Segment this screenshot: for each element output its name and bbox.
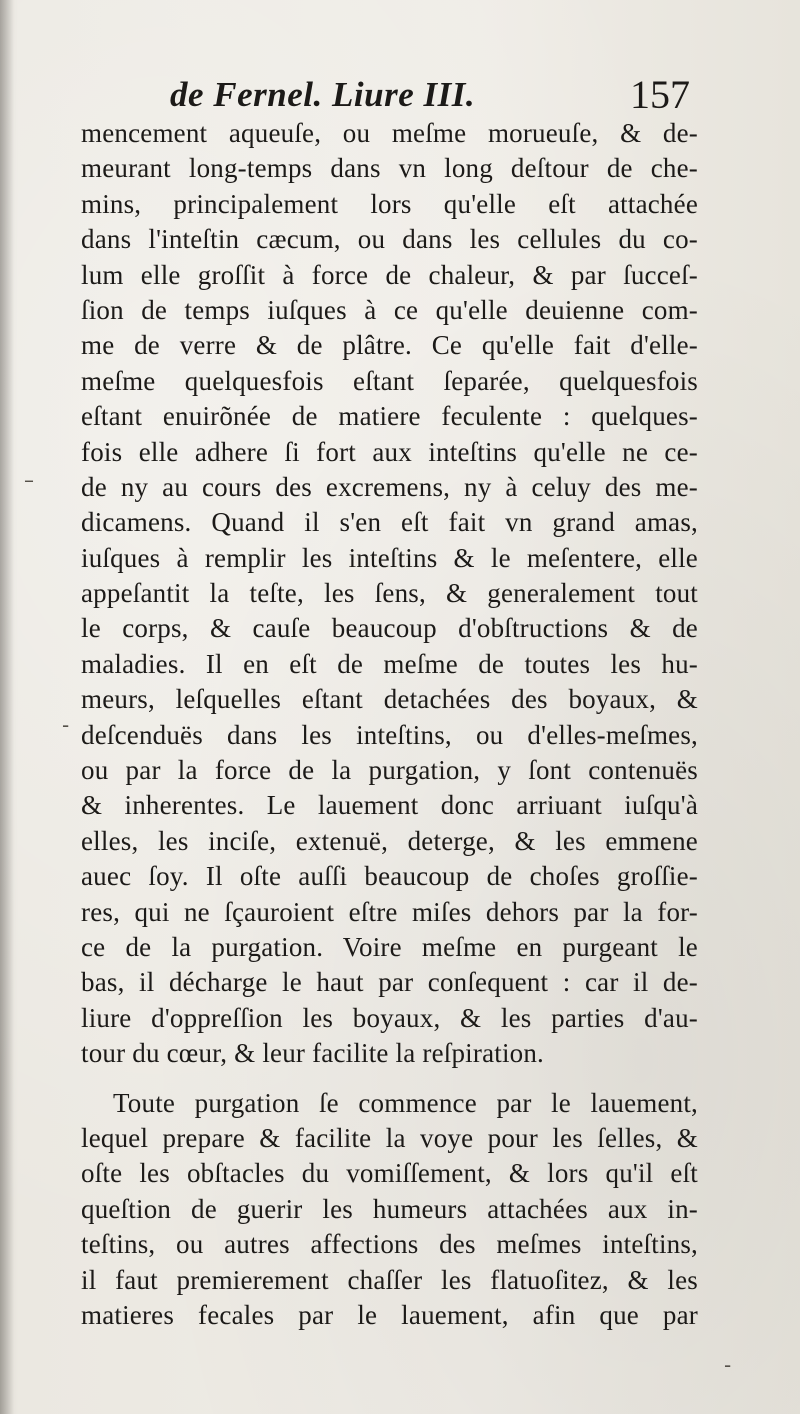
text-line: matieres fecales par le lauement, afin que par xyxy=(81,1299,698,1330)
text-line: oſte les obſtacles du vomiſſement, & lors qu'il eſt xyxy=(81,1158,698,1189)
text-line: mencement aqueuſe, ou meſme morueuſe, & de- xyxy=(81,118,698,148)
text-line: mins, principalement lors qu'elle eſt attachée xyxy=(81,188,698,219)
paragraph-break xyxy=(81,1072,698,1086)
text-line: de ny au cours des excremens, ny à celuy des me- xyxy=(81,471,698,502)
text-line: dicamens. Quand il s'en eſt fait vn grand amas, xyxy=(81,507,698,538)
text-line: me de verre & de plâtre. Ce qu'elle fait d'elle- xyxy=(81,330,698,361)
text-line: & inherentes. Le lauement donc arriuant iuſqu'à xyxy=(81,790,698,821)
text-line: res, qui ne ſçauroient eſtre miſes dehors par la for- xyxy=(81,896,698,927)
text-line: queſtion de guerir les humeurs attachées aux in- xyxy=(81,1193,698,1224)
main-text xyxy=(81,116,698,1333)
text-line: le corps, & cauſe beaucoup d'obſtructions & de xyxy=(81,613,698,644)
text-line: fois elle adhere ſi fort aux inteſtins qu'elle ne ce- xyxy=(81,436,698,467)
running-head: de Fernel. Liure III. xyxy=(170,75,476,114)
margin-dash-mark: – xyxy=(24,468,34,492)
text-line: dans l'inteſtin cæcum, ou dans les cellules du co- xyxy=(81,224,698,255)
text-line: tour du cœur, & leur facilite la reſpiration. xyxy=(81,1038,545,1069)
text-line: meſme quelquesfois eſtant ſeparée, quelquesfois xyxy=(81,365,698,396)
text-line: appeſantit la teſte, les ſens, & generalement tout xyxy=(81,578,698,609)
text-line: maladies. Il en eſt de meſme de toutes les hu- xyxy=(81,648,698,679)
margin-dash-mark: - xyxy=(62,713,70,737)
text-line: bas, il décharge le haut par conſequent : car il de- xyxy=(81,967,698,998)
text-line: ou par la force de la purgation, y ſont contenuës xyxy=(81,755,698,786)
page-number: 157 xyxy=(630,72,690,117)
text-line: lum elle groſſit à force de chaleur, & par ſucceſ- xyxy=(81,259,698,290)
page-gutter-shadow xyxy=(0,0,14,1414)
text-line: teſtins, ou autres affections des meſmes inteſtins, xyxy=(81,1229,698,1260)
text-line: auec ſoy. Il oſte auſſi beaucoup de choſes groſſie- xyxy=(81,861,698,892)
text-line: ce de la purgation. Voire meſme en purgeant le xyxy=(81,931,698,962)
text-line: meurs, leſquelles eſtant detachées des boyaux, & xyxy=(81,684,698,715)
text-line: Toute purgation ſe commence par le lauement, xyxy=(113,1087,698,1118)
text-line: ſion de temps iuſques à ce qu'elle deuienne com- xyxy=(81,294,698,325)
text-line: deſcenduës dans les inteſtins, ou d'elles-meſmes, xyxy=(81,719,698,750)
text-line: elles, les inciſe, extenuë, deterge, & les emmene xyxy=(81,825,698,856)
text-line: eſtant enuirõnée de matiere feculente : quelques- xyxy=(81,401,698,432)
margin-dash-mark: - xyxy=(724,1353,732,1377)
text-line: meurant long-temps dans vn long deſtour de che- xyxy=(81,153,698,184)
text-line: il faut premierement chaſſer les flatuoſitez, & les xyxy=(81,1264,698,1295)
text-line: lequel prepare & facilite la voye pour les ſelles, & xyxy=(81,1122,698,1153)
text-line: liure d'oppreſſion les boyaux, & les parties d'au- xyxy=(81,1002,698,1033)
text-line: iuſques à remplir les inteſtins & le meſentere, elle xyxy=(81,542,698,573)
